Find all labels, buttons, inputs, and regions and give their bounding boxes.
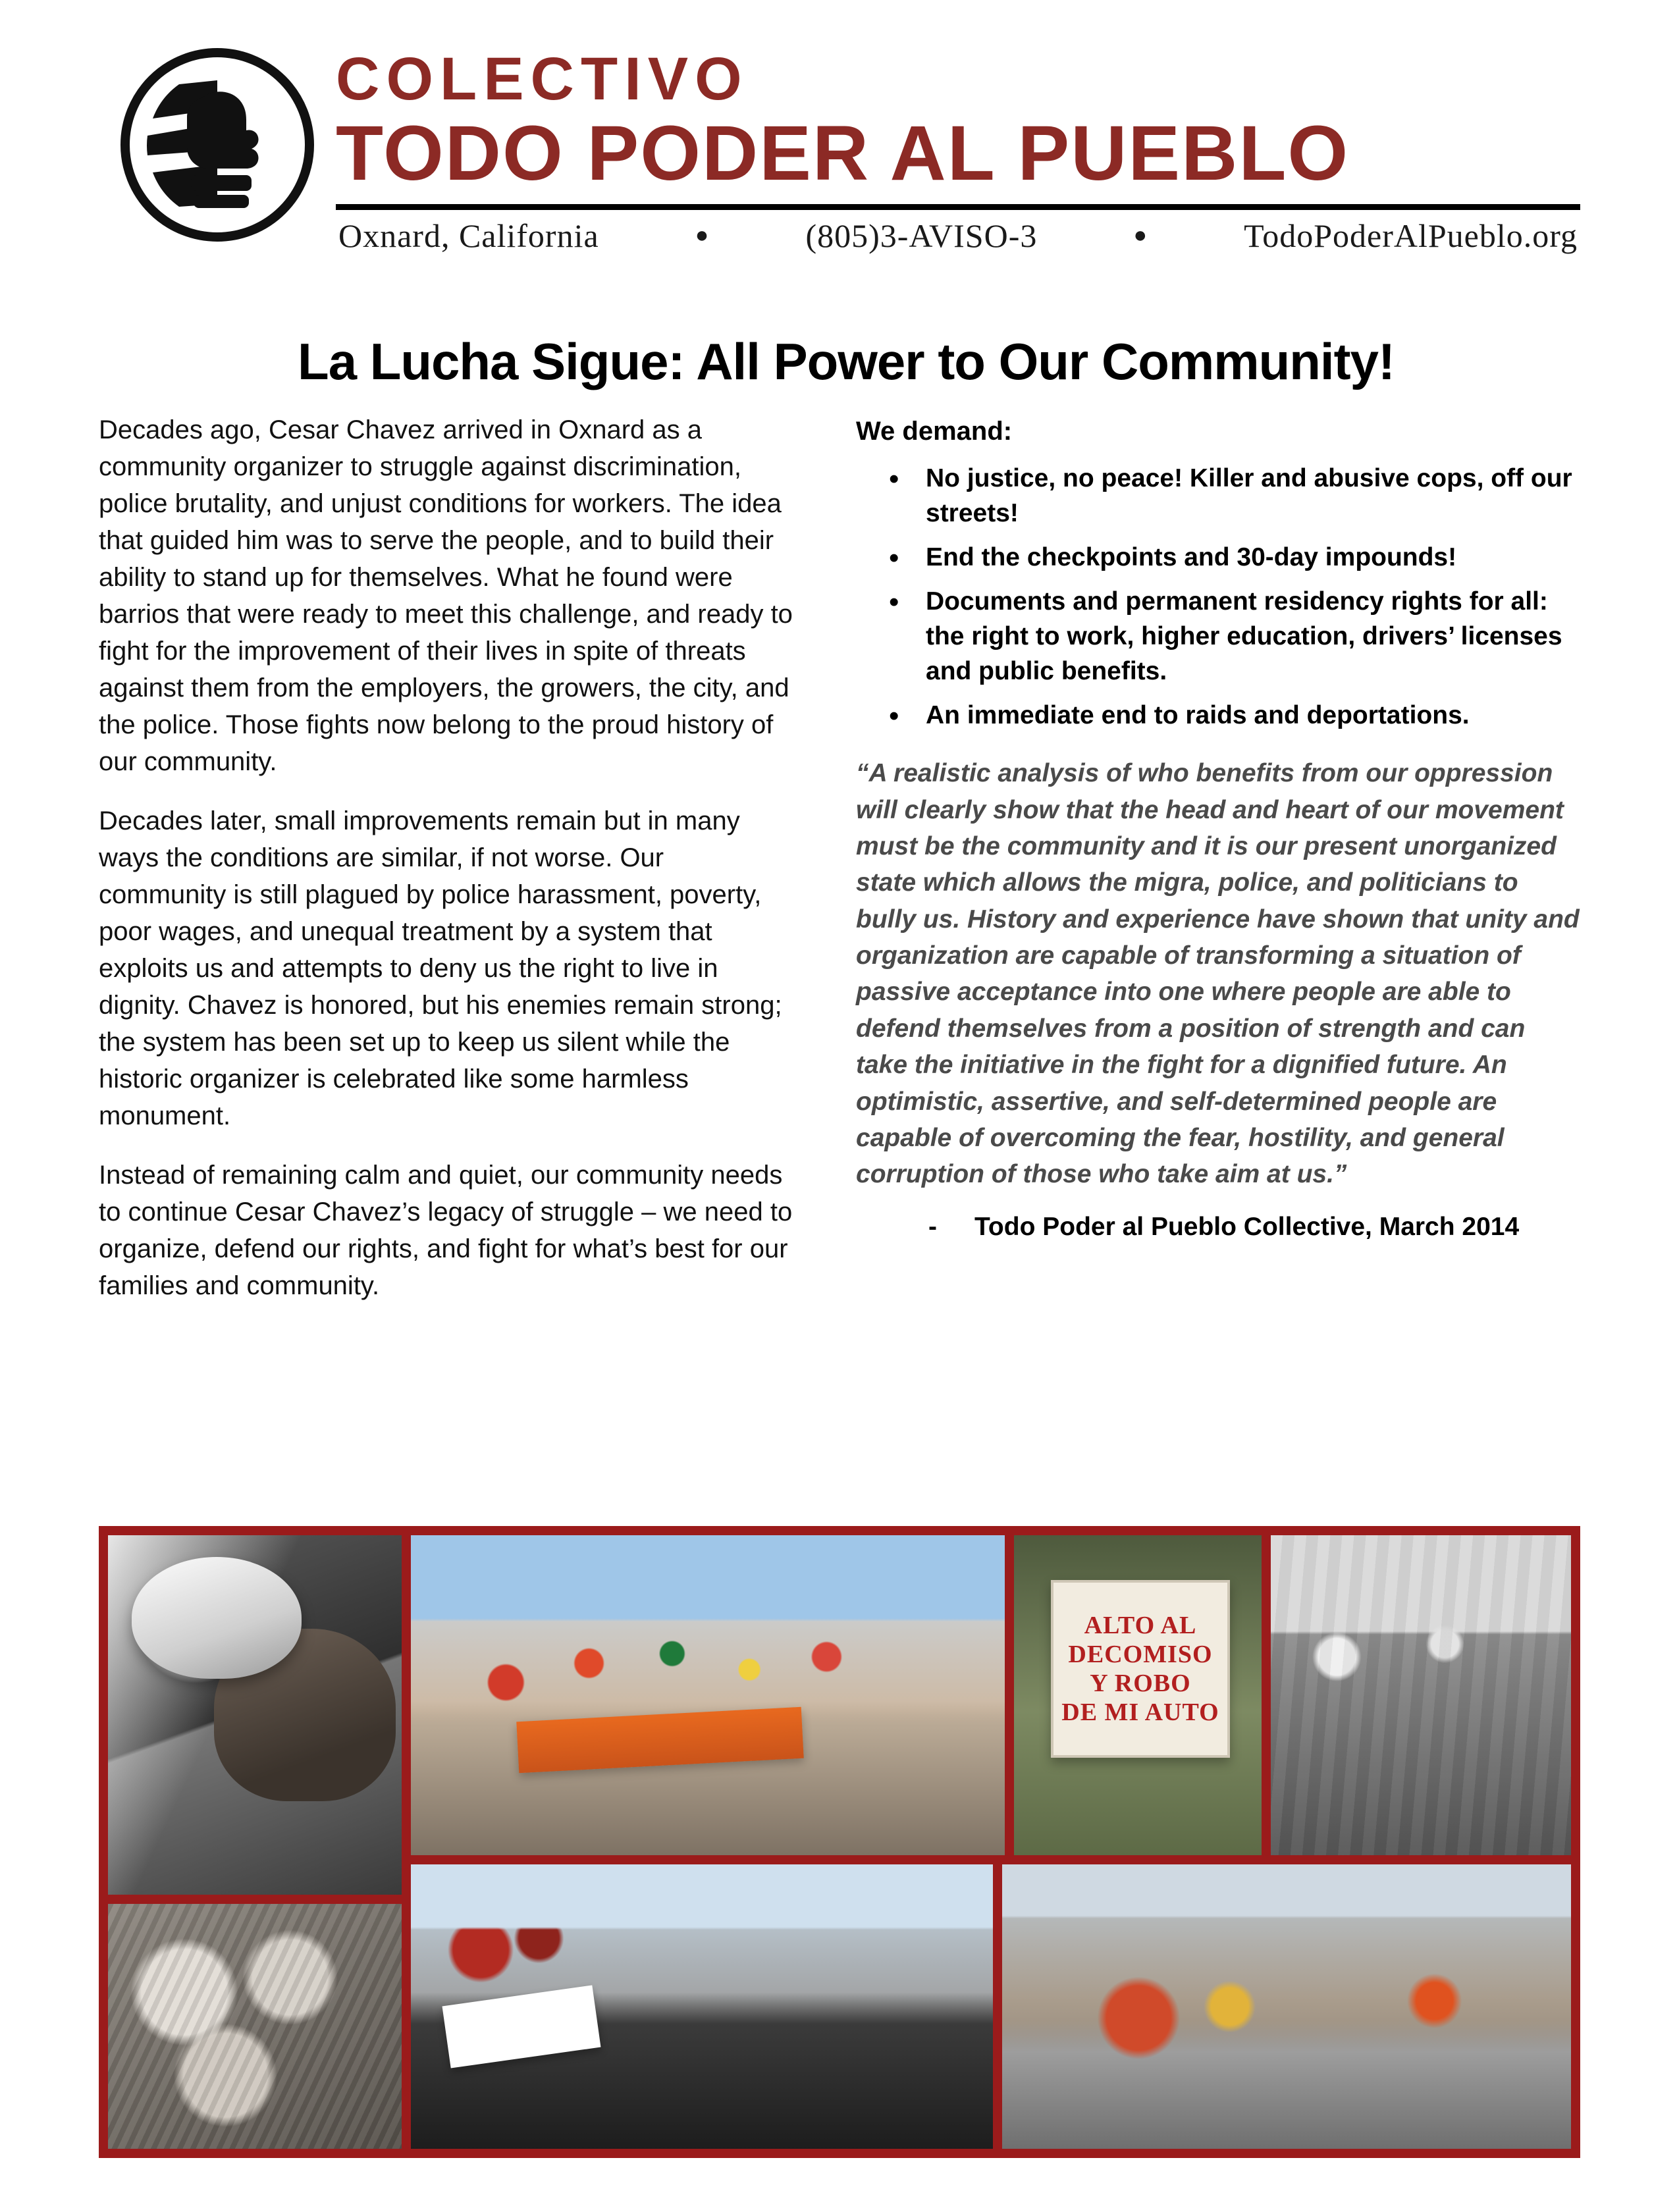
article-paragraph: Decades ago, Cesar Chavez arrived in Oxnard as a community organizer to struggle against discrimination, police brutality, and unjust conditions for workers. The idea that guided him was to serve the people, and to build their ability to stand up for themselves. What he found were barrios that were ready to meet this challenge, and ready to fight for the improvement of their lives in spite of threats against them from the employers, the growers, the city, and the police. Those fights now belong to the proud history of our community. xyxy=(99,415,793,776)
org-city: Oxnard, California xyxy=(338,217,599,254)
photo-collage xyxy=(99,1526,1580,2158)
collage-right-columns xyxy=(406,1531,1576,2153)
photo-raised-fists-drawing xyxy=(103,1899,406,2153)
sign-line-3: Y ROBO xyxy=(1090,1670,1191,1698)
photo-cop-and-chavez xyxy=(103,1531,406,1899)
photo-farmworkers-black-white xyxy=(1266,1531,1576,1860)
collage-bottom-row xyxy=(406,1860,1576,2153)
demand-item: • No justice, no peace! Killer and abusive cops, off our streets! xyxy=(882,461,1580,531)
sign-line-2: DECOMISO xyxy=(1068,1641,1213,1669)
raised-fist-logo-icon xyxy=(119,46,316,244)
article-paragraph: Instead of remaining calm and quiet, our community needs to continue Cesar Chavez’s legacy of struggle – we need to organize, defend our rights, and fight for what’s best for our families and community. xyxy=(99,1161,793,1300)
photo-danzantes-march xyxy=(998,1860,1576,2153)
org-phone: (805)3-AVISO-3 xyxy=(805,217,1038,254)
demands-column xyxy=(856,411,1580,1242)
photo-march-with-flags xyxy=(406,1531,1009,1860)
collage-left-column xyxy=(103,1531,406,2153)
org-website[interactable]: TodoPoderAlPueblo.org xyxy=(1244,217,1578,254)
demands-list xyxy=(856,461,1580,733)
article-paragraph: Decades later, small improvements remain but in many ways the conditions are similar, if not worse. Our community is still plagued by police harassment, poverty, poor wages, and unequal treatment by a system that exploits us and attempts to deny us the right to live in dignity. Chavez is honored, but his enemies remain strong; the system has been set up to keep us silent while the historic organizer is celebrated like some harmless monument. xyxy=(99,806,782,1130)
article-column xyxy=(99,411,797,1327)
sign-line-1: ALTO AL xyxy=(1084,1612,1197,1640)
flyer-page xyxy=(0,40,1679,2212)
demand-item: • An immediate end to raids and deportations. xyxy=(882,698,1580,733)
yard-sign xyxy=(1051,1580,1229,1758)
demand-item: • Documents and permanent residency rights for all: the right to work, higher education, drivers’ licenses and public benefits. xyxy=(882,584,1580,689)
bullet-separator-icon: ● xyxy=(695,223,710,248)
collage-top-row xyxy=(406,1531,1576,1860)
logo-wordmark xyxy=(316,40,1580,255)
attribution-text: Todo Poder al Pueblo Collective, March 2014 xyxy=(974,1212,1520,1241)
bullet-separator-icon: ● xyxy=(1133,223,1148,248)
photo-anti-killer-cops-march xyxy=(406,1860,998,2153)
contact-line xyxy=(336,217,1580,255)
quote-attribution xyxy=(928,1213,1580,1242)
org-name-line2: TODO PODER AL PUEBLO xyxy=(336,110,1350,197)
masthead xyxy=(119,40,1580,316)
org-name-line1: COLECTIVO xyxy=(336,45,749,113)
page-title: La Lucha Sigue: All Power to Our Community! xyxy=(298,332,1395,390)
masthead-divider xyxy=(336,204,1580,210)
content-columns xyxy=(99,411,1580,1327)
photo-alto-al-decomiso-sign xyxy=(1009,1531,1266,1860)
demands-heading: We demand: xyxy=(856,417,1013,446)
pull-quote: “A realistic analysis of who benefits from our oppression will clearly show that the head and heart of our movement must be the community and it is our present unorganized state which allows the migra, police, and politicians to bully us. History and experience have shown that unity and organization are capable of transforming a situation of passive acceptance into one where people are able to defend themselves from a position of strength and can take the initiative in the fight for a dignified future. An optimistic, assertive, and self-determined people are capable of overcoming the fear, hostility, and general corruption of those who take aim at us.” xyxy=(856,759,1580,1189)
attribution-dash: - xyxy=(928,1212,937,1241)
logo-row xyxy=(119,40,1580,255)
sign-line-4: DE MI AUTO xyxy=(1061,1698,1219,1727)
demand-item: • End the checkpoints and 30-day impounds! xyxy=(882,540,1580,575)
